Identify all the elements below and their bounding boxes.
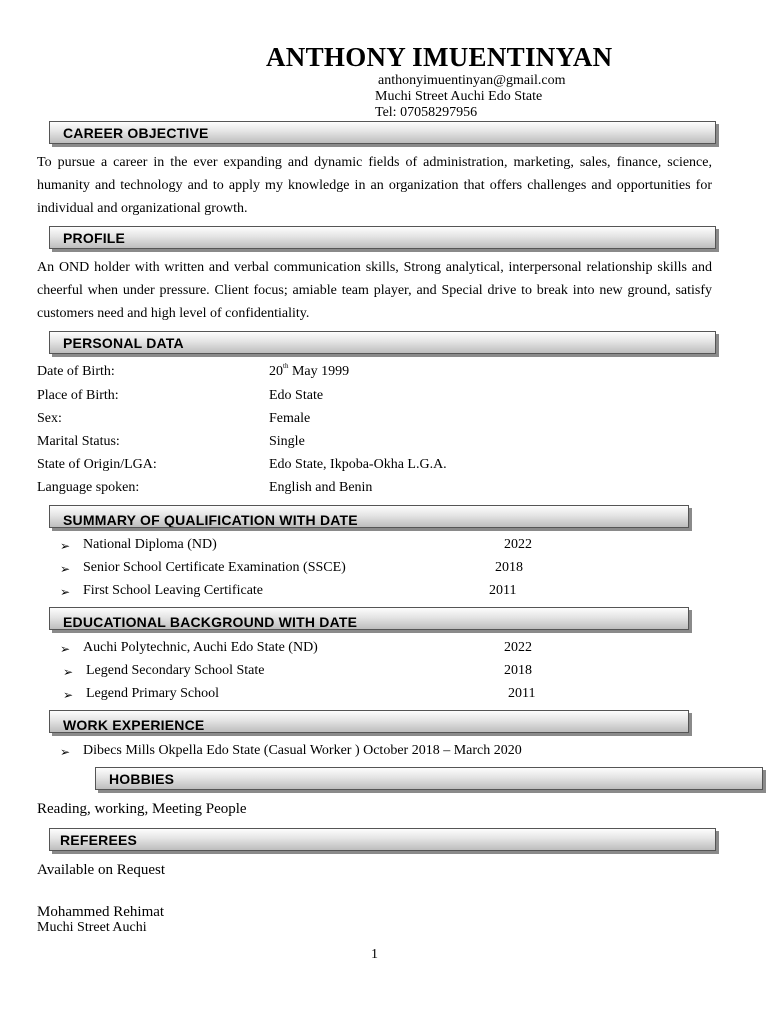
work-experience-item: Dibecs Mills Okpella Edo State (Casual Worker ) October 2018 – March 2020	[83, 743, 522, 758]
career-objective-text: To pursue a career in the ever expanding and dynamic fields of administration, marketing, sales, finance, science, humanity and technology and to apply my knowledge in an organization that offers challenges and opportunities for individual and organizational growth.	[37, 155, 712, 216]
qualification-year: 2022	[504, 537, 532, 552]
section-header-career-objective	[49, 121, 716, 144]
qualification-item: Senior School Certificate Examination (SSCE)	[83, 560, 346, 575]
bullet-arrow-icon: ➢	[63, 688, 74, 702]
section-title: SUMMARY OF QUALIFICATION WITH DATE	[63, 512, 358, 528]
qualification-year: 2018	[495, 560, 523, 575]
state-of-origin-label: State of Origin/LGA:	[37, 457, 157, 472]
qualification-year: 2011	[489, 583, 517, 598]
sex-value: Female	[269, 411, 311, 426]
section-title: PROFILE	[63, 230, 126, 246]
telephone: Tel: 07058297956	[375, 105, 478, 120]
pob-value: Edo State	[269, 388, 324, 403]
sex-label: Sex:	[37, 411, 62, 426]
section-header-education	[49, 607, 689, 630]
section-header-hobbies	[95, 767, 763, 790]
education-year: 2011	[508, 686, 536, 701]
education-item: Auchi Polytechnic, Auchi Edo State (ND)	[83, 640, 318, 655]
referee-name: Mohammed Rehimat	[37, 904, 165, 920]
section-title: WORK EXPERIENCE	[63, 717, 205, 733]
address: Muchi Street Auchi Edo State	[375, 89, 543, 104]
dob-value: 20th May 1999	[269, 362, 350, 379]
education-year: 2018	[504, 663, 532, 678]
hobbies-text: Reading, working, Meeting People	[37, 801, 247, 817]
pob-label: Place of Birth:	[37, 388, 119, 403]
bullet-arrow-icon: ➢	[60, 539, 71, 553]
qualification-item: First School Leaving Certificate	[83, 583, 264, 598]
bullet-arrow-icon: ➢	[60, 745, 71, 759]
referees-availability: Available on Request	[37, 862, 166, 878]
marital-status-label: Marital Status:	[37, 434, 120, 449]
language-value: English and Benin	[269, 480, 373, 495]
section-title: EDUCATIONAL BACKGROUND WITH DATE	[63, 614, 358, 630]
education-year: 2022	[504, 640, 532, 655]
education-item: Legend Primary School	[86, 686, 219, 701]
bullet-arrow-icon: ➢	[60, 642, 71, 656]
section-header-personal-data	[49, 331, 716, 354]
bullet-arrow-icon: ➢	[60, 585, 71, 599]
bullet-arrow-icon: ➢	[63, 665, 74, 679]
marital-status-value: Single	[269, 434, 305, 449]
education-item: Legend Secondary School State	[86, 663, 265, 678]
language-label: Language spoken:	[37, 480, 140, 495]
page-number: 1	[371, 947, 378, 962]
section-header-referees	[49, 828, 716, 851]
section-header-work-experience	[49, 710, 689, 733]
email: anthonyimuentinyan@gmail.com	[378, 73, 566, 88]
profile-text: An OND holder with written and verbal communication skills, Strong analytical, interpersonal relationship skills and cheerful when under pressure. Client focus; amiable team player, and Special drive to break into new ground, satisfy customers need and high level of confidentiality.	[37, 260, 712, 321]
section-header-profile	[49, 226, 716, 249]
section-header-qualifications	[49, 505, 689, 528]
bullet-arrow-icon: ➢	[60, 562, 71, 576]
applicant-name: ANTHONY IMUENTINYAN	[266, 42, 613, 72]
state-of-origin-value: Edo State, Ikpoba-Okha L.G.A.	[269, 457, 447, 472]
section-title: CAREER OBJECTIVE	[63, 125, 209, 141]
section-title: REFEREES	[60, 832, 138, 848]
qualification-item: National Diploma (ND)	[83, 537, 217, 552]
dob-label: Date of Birth:	[37, 364, 115, 379]
section-title: PERSONAL DATA	[63, 335, 184, 351]
referee-address: Muchi Street Auchi	[37, 920, 147, 935]
section-title: HOBBIES	[109, 771, 175, 787]
